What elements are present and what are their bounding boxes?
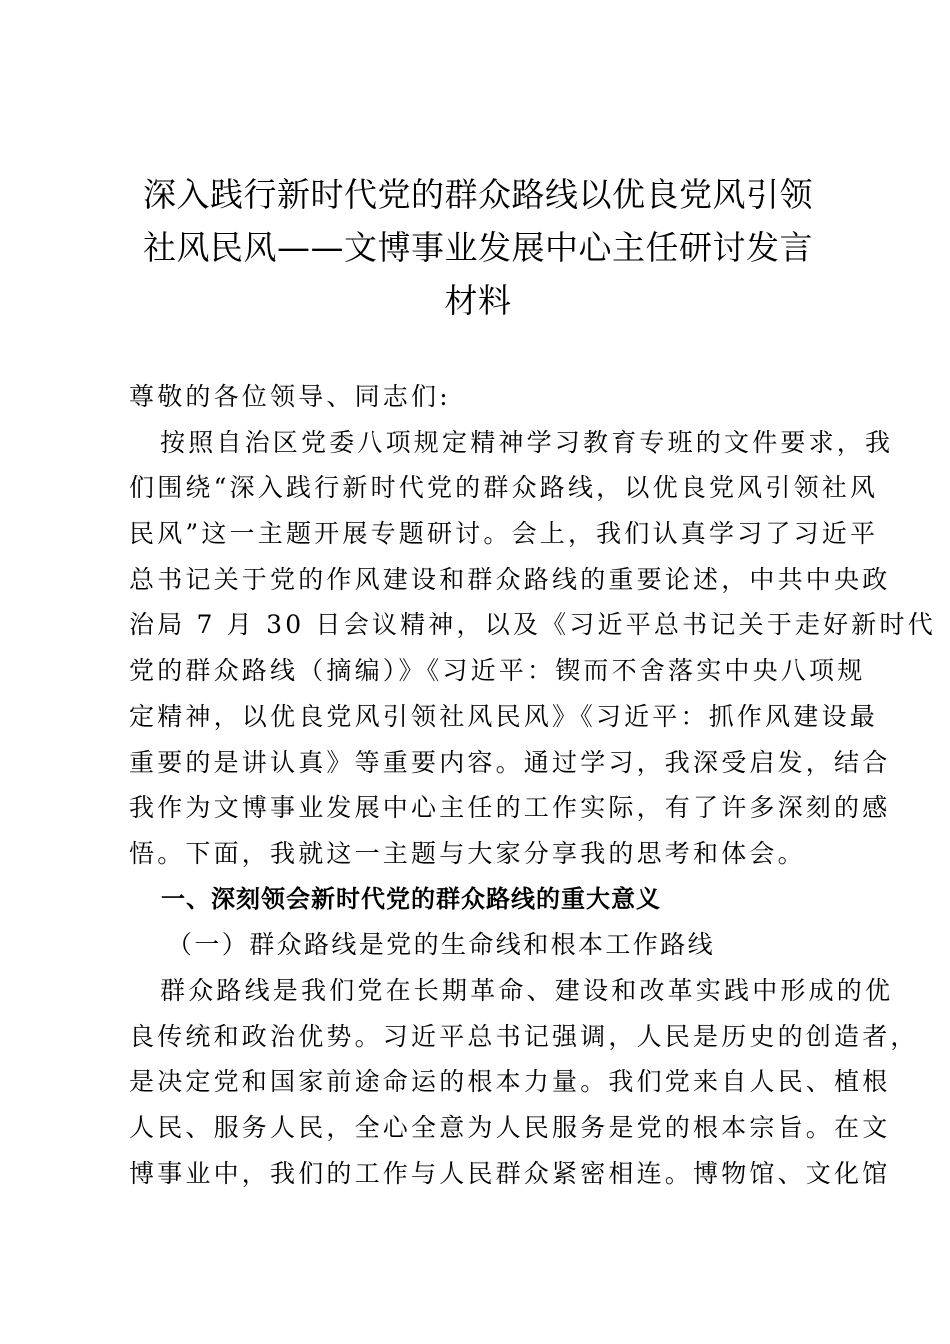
salutation: 尊敬的各位领导、同志们: bbox=[129, 382, 451, 411]
section-heading: 一、深刻领会新时代党的群众路线的重大意义 bbox=[161, 884, 661, 913]
paragraph-line: 我作为文博事业发展中心主任的工作实际，有了许多深刻的感 bbox=[129, 793, 891, 823]
title-line: 社风民风——文博事业发展中心主任研讨发言 bbox=[143, 228, 813, 267]
paragraph-line: 重要的是讲认真》等重要内容。通过学习，我深受启发，结合 bbox=[129, 747, 891, 777]
paragraph-line: 良传统和政治优势。习近平总书记强调，人民是历史的创造者， bbox=[129, 1021, 919, 1051]
intro-paragraph bbox=[129, 420, 936, 877]
paragraph-line: 群众路线是我们党在长期革命、建设和改革实践中形成的优 bbox=[160, 975, 894, 1005]
paragraph-line: 博事业中，我们的工作与人民群众紧密相连。博物馆、文化馆 bbox=[129, 1158, 891, 1188]
document-title bbox=[118, 168, 838, 327]
title-line: 深入践行新时代党的群众路线以优良党风引领 bbox=[143, 175, 813, 214]
paragraph-line: 民风”这一主题开展专题研讨。会上，我们认真学习了习近平 bbox=[129, 519, 879, 549]
paragraph-line: 按照自治区党委八项规定精神学习教育专班的文件要求，我 bbox=[160, 427, 894, 457]
paragraph-line: 人民、服务人民，全心全意为人民服务是党的根本宗旨。在文 bbox=[129, 1113, 891, 1142]
title-line: 材料 bbox=[444, 281, 512, 320]
paragraph-line: 是决定党和国家前途命运的根本力量。我们党来自人民、植根 bbox=[129, 1067, 891, 1097]
paragraph-line: 总书记关于党的作风建设和群众路线的重要论述，中共中央政 bbox=[129, 564, 891, 594]
paragraph-line: 们围绕“深入践行新时代党的群众路线，以优良党风引领社风 bbox=[129, 473, 879, 503]
paragraph-line: 悟。下面，我就这一主题与大家分享我的思考和体会。 bbox=[129, 838, 806, 868]
paragraph-line: 定精神，以优良党风引领社风民风》《习近平：抓作风建设最 bbox=[129, 701, 878, 731]
paragraph-line: 党的群众路线（摘编）》《习近平：锲而不舍落实中央八项规 bbox=[129, 656, 866, 686]
document-body bbox=[129, 374, 936, 1196]
paragraph-line: 治局 7 月 30 日会议精神，以及《习近平总书记关于走好新时代 bbox=[129, 610, 936, 640]
subsection-paragraph bbox=[129, 968, 919, 1196]
subsection-heading: （一）群众路线是党的生命线和根本工作路线 bbox=[167, 930, 716, 960]
